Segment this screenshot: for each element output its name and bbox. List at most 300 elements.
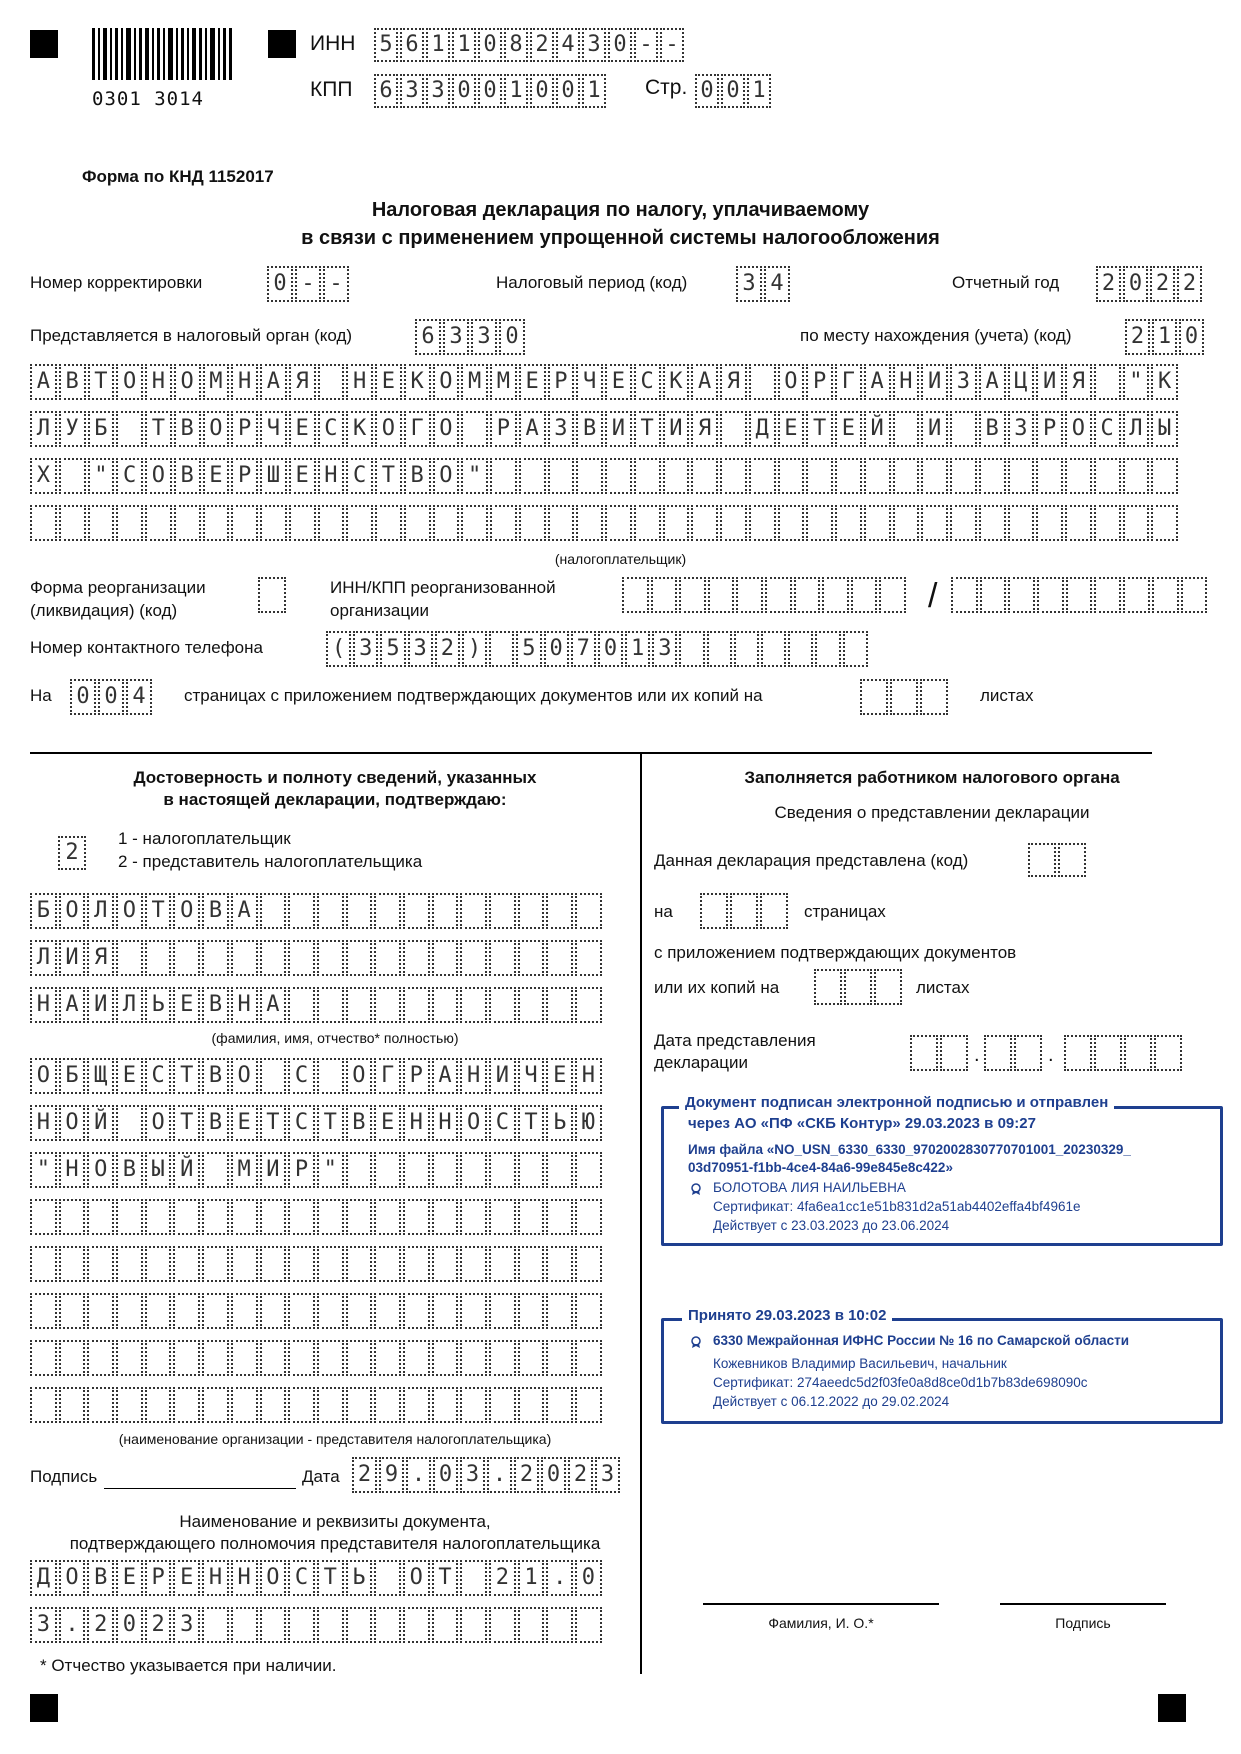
sheets-text: листах: [980, 686, 1034, 705]
char-cell: [575, 940, 602, 976]
char-cell: И: [921, 364, 948, 400]
char-cell: [145, 1246, 172, 1282]
char-cell: [403, 940, 430, 976]
char-cell: [778, 458, 805, 494]
char-cell: [1151, 505, 1178, 541]
char-cell: [489, 1293, 516, 1329]
char-cell: [317, 1340, 344, 1376]
org-row[interactable]: [30, 1199, 602, 1235]
char-cell: С: [634, 364, 661, 400]
char-cell: [749, 505, 776, 541]
char-cell: [663, 458, 690, 494]
char-cell: [202, 1199, 229, 1235]
char-cell: [231, 940, 258, 976]
char-cell: 0: [556, 74, 580, 108]
taxpayer-row[interactable]: [30, 458, 1178, 494]
char-cell: 0: [544, 631, 569, 667]
char-cell: [700, 893, 728, 929]
char-cell: [1008, 577, 1035, 613]
char-cell: [736, 577, 763, 613]
accepted-title: Принято 29.03.2023 в 10:02: [682, 1307, 892, 1324]
char-cell: [518, 1607, 545, 1643]
char-cell: [893, 411, 920, 447]
char-cell: Л: [1123, 411, 1150, 447]
char-cell: [1065, 458, 1092, 494]
char-cell: О: [375, 411, 402, 447]
char-cell: Н: [231, 987, 258, 1023]
char-cell: [288, 1387, 315, 1423]
char-cell: [202, 1387, 229, 1423]
char-cell: [950, 411, 977, 447]
date-field[interactable]: [352, 1457, 620, 1493]
char-cell: [145, 1199, 172, 1235]
char-cell: [116, 1340, 143, 1376]
char-cell: [806, 458, 833, 494]
char-cell: Я: [720, 364, 747, 400]
char-cell: [403, 893, 430, 929]
char-cell: 2: [514, 1457, 539, 1493]
char-cell: А: [260, 987, 287, 1023]
char-cell: [546, 987, 573, 1023]
char-cell: К: [346, 411, 373, 447]
char-cell: [546, 1340, 573, 1376]
char-cell: 0: [1179, 319, 1204, 355]
submitted-code-field[interactable]: [1028, 843, 1086, 877]
org-row[interactable]: [30, 1058, 602, 1094]
char-cell: [346, 1199, 373, 1235]
char-cell: [346, 1246, 373, 1282]
char-cell: С: [318, 411, 345, 447]
char-cell: К: [1151, 364, 1178, 400]
char-cell: [260, 1246, 287, 1282]
char-cell: [708, 577, 735, 613]
title-line-1: Налоговая декларация по налогу, уплачиваемому: [371, 199, 870, 221]
org-row[interactable]: [30, 1105, 602, 1141]
char-cell: Р: [231, 458, 258, 494]
char-cell: [432, 1387, 459, 1423]
char-cell: О: [433, 364, 460, 400]
char-cell: [375, 505, 402, 541]
char-cell: В: [174, 458, 201, 494]
char-cell: ": [88, 458, 115, 494]
char-cell: [1154, 1035, 1182, 1071]
char-cell: О: [460, 1105, 487, 1141]
char-cell: Е: [374, 1105, 401, 1141]
char-cell: О: [346, 1058, 373, 1094]
char-cell: [1151, 458, 1178, 494]
char-cell: [403, 1340, 430, 1376]
char-cell: [145, 505, 172, 541]
char-cell: [1181, 577, 1208, 613]
char-cell: [59, 1340, 86, 1376]
char-cell: [893, 505, 920, 541]
char-cell: В: [116, 1152, 143, 1188]
char-cell: [460, 893, 487, 929]
inn-field[interactable]: [374, 28, 684, 62]
reorg-inn-field[interactable]: [622, 577, 906, 613]
reorg-inn-label: ИНН/КПП реорганизованной: [330, 578, 556, 597]
char-cell: 1: [1152, 319, 1177, 355]
char-cell: Е: [173, 987, 200, 1023]
phone-field[interactable]: [326, 631, 868, 667]
office-day-field[interactable]: [910, 1035, 968, 1071]
char-cell: 2: [530, 28, 554, 62]
pages-prefix: На: [30, 686, 52, 705]
barcode: [92, 28, 232, 80]
doc-row[interactable]: [30, 1560, 602, 1596]
char-cell: С: [288, 1560, 315, 1596]
title-line-2: в связи с применением упрощенной системы налогообложения: [301, 227, 940, 249]
char-cell: [489, 1246, 516, 1282]
char-cell: Ч: [260, 411, 287, 447]
reorg-code-field[interactable]: [258, 577, 286, 613]
char-cell: [460, 1340, 487, 1376]
char-cell: 2: [1150, 266, 1175, 302]
office-sheets-field[interactable]: [814, 969, 902, 1005]
char-cell: [1152, 577, 1179, 613]
char-cell: [317, 893, 344, 929]
doc-heading: подтверждающего полномочия представителя налогоплательщика: [69, 1534, 601, 1553]
org-row[interactable]: [30, 1340, 602, 1376]
char-cell: [346, 505, 373, 541]
char-cell: 2: [568, 1457, 593, 1493]
char-cell: 0: [575, 1560, 602, 1596]
char-cell: В: [174, 411, 201, 447]
signer-name-row[interactable]: [30, 987, 602, 1023]
char-cell: Е: [375, 364, 402, 400]
correction-label: Номер корректировки: [30, 273, 203, 292]
char-cell: Т: [145, 411, 172, 447]
char-cell: [202, 1152, 229, 1188]
char-cell: Б: [30, 893, 57, 929]
char-cell: Н: [460, 1058, 487, 1094]
signer-code-field[interactable]: [58, 836, 86, 870]
char-cell: О: [403, 1560, 430, 1596]
char-cell: 0: [608, 28, 632, 62]
char-cell: Ю: [575, 1105, 602, 1141]
char-cell: [173, 1293, 200, 1329]
char-cell: [822, 577, 849, 613]
fio-caption: Фамилия, И. О.*: [768, 1615, 874, 1631]
char-cell: С: [1094, 411, 1121, 447]
char-cell: [404, 505, 431, 541]
char-cell: [59, 505, 86, 541]
char-cell: О: [231, 1058, 258, 1094]
char-cell: 0: [721, 74, 745, 108]
office-pages-field[interactable]: [700, 893, 788, 929]
char-cell: 2: [1125, 319, 1150, 355]
char-cell: [460, 1293, 487, 1329]
char-cell: Ь: [546, 1105, 573, 1141]
accepted-person: Кожевников Владимир Васильевич, начальник: [713, 1356, 1007, 1371]
char-cell: [403, 987, 430, 1023]
tax-authority-field[interactable]: [415, 319, 525, 355]
org-row[interactable]: [30, 1293, 602, 1329]
char-cell: О: [260, 1560, 287, 1596]
char-cell: [145, 1340, 172, 1376]
char-cell: М: [203, 364, 230, 400]
fio-line[interactable]: [703, 1603, 939, 1605]
char-cell: Н: [575, 1058, 602, 1094]
char-cell: Р: [1036, 411, 1063, 447]
char-cell: -: [295, 266, 321, 302]
char-cell: [260, 893, 287, 929]
org-row[interactable]: [30, 1246, 602, 1282]
confirm-heading: в настоящей декларации, подтверждаю:: [163, 790, 507, 809]
char-cell: [518, 987, 545, 1023]
char-cell: 3: [173, 1607, 200, 1643]
char-cell: [260, 1293, 287, 1329]
char-cell: [980, 577, 1007, 613]
char-cell: ): [462, 631, 487, 667]
char-cell: [116, 1246, 143, 1282]
kpp-field[interactable]: [374, 74, 606, 108]
on-label: на: [654, 902, 673, 921]
char-cell: [575, 1340, 602, 1376]
char-cell: [374, 1560, 401, 1596]
char-cell: Я: [1065, 364, 1092, 400]
signature-label: Подпись: [30, 1467, 98, 1486]
char-cell: 3: [471, 319, 497, 355]
char-cell: [707, 631, 732, 667]
char-cell: [489, 893, 516, 929]
char-cell: 3: [443, 319, 469, 355]
char-cell: [116, 1387, 143, 1423]
attach-label: с приложением подтверждающих документов: [654, 943, 1017, 962]
stamp-validity: Действует с 23.03.2023 до 23.06.2024: [713, 1218, 950, 1233]
char-cell: -: [323, 266, 349, 302]
char-cell: Е: [116, 1560, 143, 1596]
year-field[interactable]: [1096, 266, 1202, 302]
char-cell: 2: [58, 836, 86, 870]
location-field[interactable]: [1125, 319, 1204, 355]
sheets-field[interactable]: [860, 679, 948, 715]
pages-text: страницах с приложением подтверждающих документов или их копий на: [184, 686, 763, 705]
org-row[interactable]: [30, 1152, 602, 1188]
char-cell: [460, 987, 487, 1023]
char-cell: [88, 505, 115, 541]
char-cell: 3: [460, 1457, 485, 1493]
date-dot: .: [974, 1044, 980, 1066]
char-cell: [844, 969, 872, 1005]
taxpayer-row[interactable]: [30, 364, 1178, 400]
char-cell: Н: [893, 364, 920, 400]
char-cell: [346, 893, 373, 929]
char-cell: Е: [116, 1058, 143, 1094]
char-cell: 1: [582, 74, 606, 108]
stamp-certificate: Сертификат: 4fa6ea1cc1e51b831d2a51ab4402effa4bf4961e: [713, 1199, 1081, 1214]
char-cell: [788, 631, 813, 667]
char-cell: [432, 1607, 459, 1643]
char-cell: Ы: [1151, 411, 1178, 447]
char-cell: Н: [145, 364, 172, 400]
char-cell: [374, 1607, 401, 1643]
char-cell: А: [979, 364, 1006, 400]
char-cell: [202, 1246, 229, 1282]
char-cell: [1058, 843, 1086, 877]
char-cell: [518, 1152, 545, 1188]
corner-marker: [30, 1694, 58, 1722]
stamp-signer: БОЛОТОВА ЛИЯ НАИЛЬЕВНА: [713, 1180, 906, 1195]
office-date-label: декларации: [654, 1053, 749, 1072]
char-cell: [374, 1152, 401, 1188]
char-cell: [490, 458, 517, 494]
signer-name-row[interactable]: [30, 940, 602, 976]
char-cell: Т: [432, 1560, 459, 1596]
correction-field[interactable]: [267, 266, 349, 302]
char-cell: Т: [145, 893, 172, 929]
char-cell: [518, 1199, 545, 1235]
char-cell: [950, 458, 977, 494]
char-cell: [518, 1340, 545, 1376]
char-cell: [116, 1199, 143, 1235]
barcode-number: 0301 3014: [92, 88, 204, 110]
char-cell: [720, 411, 747, 447]
char-cell: [851, 577, 878, 613]
char-cell: [518, 1246, 545, 1282]
char-cell: ": [317, 1152, 344, 1188]
char-cell: [979, 458, 1006, 494]
char-cell: [173, 1340, 200, 1376]
char-cell: [461, 411, 488, 447]
char-cell: [984, 1035, 1012, 1071]
char-cell: О: [778, 364, 805, 400]
char-cell: У: [59, 411, 86, 447]
doc-row[interactable]: [30, 1607, 602, 1643]
char-cell: [116, 940, 143, 976]
char-cell: [575, 1387, 602, 1423]
char-cell: И: [1036, 364, 1063, 400]
char-cell: 1: [518, 1560, 545, 1596]
char-cell: [1036, 458, 1063, 494]
char-cell: [318, 505, 345, 541]
org-row[interactable]: [30, 1387, 602, 1423]
char-cell: [760, 893, 788, 929]
char-cell: ": [461, 458, 488, 494]
char-cell: Р: [403, 1058, 430, 1094]
char-cell: [30, 505, 57, 541]
char-cell: 4: [126, 679, 152, 715]
char-cell: В: [202, 987, 229, 1023]
char-cell: [317, 1246, 344, 1282]
pages-field[interactable]: [70, 679, 152, 715]
char-cell: О: [145, 1105, 172, 1141]
char-cell: Й: [87, 1105, 114, 1141]
char-cell: [843, 631, 868, 667]
char-cell: 2: [87, 1607, 114, 1643]
page-field[interactable]: [695, 74, 771, 108]
char-cell: [518, 940, 545, 976]
char-cell: Д: [30, 1560, 57, 1596]
section-divider: [30, 752, 1152, 754]
char-cell: -: [660, 28, 684, 62]
char-cell: Н: [231, 364, 258, 400]
signer-name-row[interactable]: [30, 893, 602, 929]
char-cell: О: [145, 458, 172, 494]
period-field[interactable]: [736, 266, 790, 302]
char-cell: Н: [318, 458, 345, 494]
char-cell: О: [30, 1058, 57, 1094]
char-cell: [59, 1199, 86, 1235]
kpp-label: КПП: [310, 78, 353, 101]
office-year-field[interactable]: [1064, 1035, 1182, 1071]
char-cell: Е: [231, 1105, 258, 1141]
char-cell: Н: [30, 987, 57, 1023]
char-cell: [794, 577, 821, 613]
char-cell: [1094, 1035, 1122, 1071]
char-cell: (: [326, 631, 351, 667]
char-cell: [874, 969, 902, 1005]
char-cell: [317, 1607, 344, 1643]
char-cell: .: [546, 1560, 573, 1596]
signature-line[interactable]: [104, 1488, 296, 1489]
period-label: Налоговый период (код): [496, 273, 688, 292]
char-cell: А: [519, 411, 546, 447]
char-cell: [116, 505, 143, 541]
char-cell: А: [30, 364, 57, 400]
char-cell: Ц: [1008, 364, 1035, 400]
char-cell: С: [145, 1058, 172, 1094]
char-cell: [288, 893, 315, 929]
office-month-field[interactable]: [984, 1035, 1042, 1071]
char-cell: Е: [289, 458, 316, 494]
char-cell: [374, 1293, 401, 1329]
char-cell: Н: [231, 1560, 258, 1596]
reorg-kpp-field[interactable]: [951, 577, 1207, 613]
office-signature-line[interactable]: [1000, 1603, 1166, 1605]
char-cell: 0: [433, 1457, 458, 1493]
char-cell: [679, 631, 704, 667]
char-cell: [634, 505, 661, 541]
stamp-title: через АО «ПФ «СКБ Контур» 29.03.2023 в 09:27: [688, 1115, 1036, 1132]
doc-heading: Наименование и реквизиты документа,: [179, 1512, 491, 1531]
signer-option-2: 2 - представитель налогоплательщика: [118, 852, 423, 871]
char-cell: 0: [267, 266, 293, 302]
char-cell: [460, 1246, 487, 1282]
date-dot: .: [1048, 1044, 1054, 1066]
char-cell: Щ: [87, 1058, 114, 1094]
char-cell: А: [432, 1058, 459, 1094]
char-cell: ": [1123, 364, 1150, 400]
char-cell: [489, 1199, 516, 1235]
inn-kpp-separator: /: [928, 577, 938, 615]
char-cell: [546, 1152, 573, 1188]
char-cell: [691, 458, 718, 494]
char-cell: Н: [30, 1105, 57, 1141]
taxpayer-row[interactable]: [30, 411, 1178, 447]
char-cell: 0: [541, 1457, 566, 1493]
office-date-label: Дата представления: [654, 1031, 816, 1050]
char-cell: [575, 1199, 602, 1235]
char-cell: [317, 1293, 344, 1329]
char-cell: Ч: [518, 1058, 545, 1094]
taxpayer-row[interactable]: [30, 505, 1178, 541]
char-cell: М: [231, 1152, 258, 1188]
char-cell: [317, 1387, 344, 1423]
char-cell: С: [288, 1105, 315, 1141]
char-cell: Л: [30, 411, 57, 447]
char-cell: [765, 577, 792, 613]
char-cell: [546, 1199, 573, 1235]
char-cell: 0: [98, 679, 124, 715]
char-cell: [879, 577, 906, 613]
char-cell: 2: [352, 1457, 377, 1493]
org-caption: (наименование организации - представителя налогоплательщика): [118, 1431, 552, 1447]
char-cell: [87, 1340, 114, 1376]
char-cell: [317, 1199, 344, 1235]
char-cell: [663, 505, 690, 541]
char-cell: [288, 987, 315, 1023]
